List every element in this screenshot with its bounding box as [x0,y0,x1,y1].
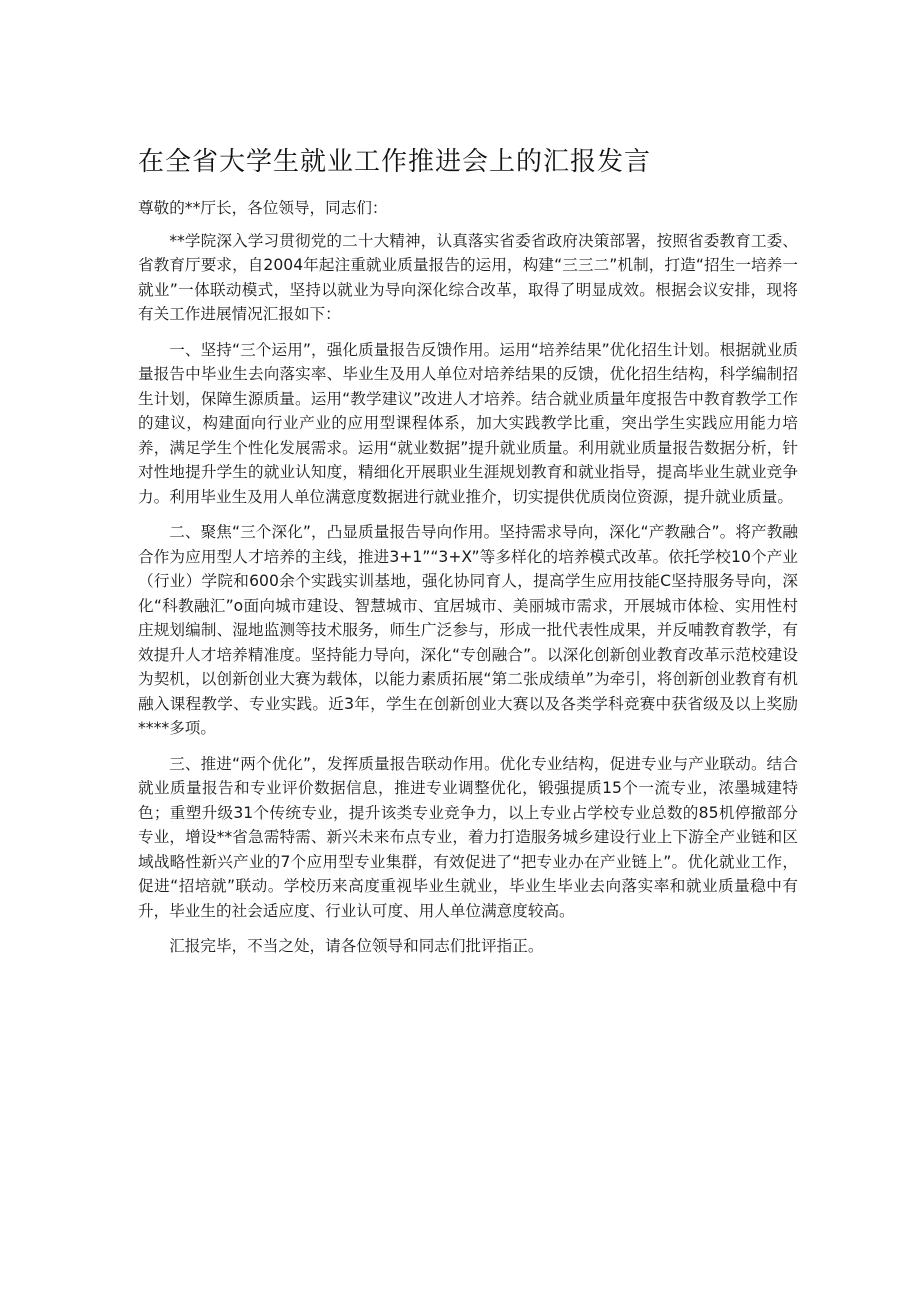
greeting-line: 尊敬的**厅长，各位领导，同志们： [138,199,388,217]
paragraph-section-three: 三、推进“两个优化”，发挥质量报告联动作用。优化专业结构，促进专业与产业联动。结合就业质量报告和专业评价数据信息，推进专业调整优化，锻强提质15个一流专业，浓墨城建特色；重塑升级31个传统专业，提升该类专业竞争力，以上专业占学校专业总数的85机停撤部分专业，增设**省急需特需、新兴未来布点专业，着力打造服务城乡建设行业上下游全产业链和区域战略性新兴产业的7个应用型专业集群，有效促进了“把专业办在产业链上”。优化就业工作，促进“招培就”联动。学校历来高度重视毕业生就业，毕业生毕业去向落实率和就业质量稳中有升，毕业生的社会适应度、行业认可度、用人单位满意度较高。 [138,754,798,920]
document-title: 在全省大学生就业工作推进会上的汇报发言 [138,147,652,177]
paragraph-intro: **学院深入学习贯彻党的二十大精神，认真落实省委省政府决策部署，按照省委教育工委、省教育厅要求，自2004年起注重就业质量报告的运用，构建“三三二”机制，打造“招生一培养一就业”一体联动模式，坚持以就业为导向深化综合改革，取得了明显成效。根据会议安排，现将有关工作进展情况汇报如下： [138,231,798,323]
paragraph-section-two: 二、聚焦“三个深化”，凸显质量报告导向作用。坚持需求导向，深化“产教融合”。将产教融合作为应用型人才培养的主线，推进3+1”“3+X”等多样化的培养模式改革。依托学校10个产业（行业）学院和600余个实践实训基地，强化协同育人，提高学生应用技能C坚持服务导向，深化“科教融汇”o面向城市建设、智慧城市、宜居城市、美丽城市需求，开展城市体检、实用性村庄规划编制、湿地监测等技术服务，师生广泛参与，形成一批代表性成果，并反哺教育教学，有效提升人才培养精准度。坚持能力导向，深化“专创融合”。以深化创新创业教育改革示范校建设为契机，以创新创业大赛为载体，以能力素质拓展“第二张成绩单”为牵引，将创新创业教育有机融入课程教学、专业实践。近3年，学生在创新创业大赛以及各类学科竞赛中获省级及以上奖励****多项。 [138,523,798,737]
paragraph-closing: 汇报完毕，不当之处，请各位领导和同志们批评指正。 [169,937,544,955]
document-body [138,196,798,970]
paragraph-section-one: 一、坚持“三个运用”，强化质量报告反馈作用。运用“培养结果”优化招生计划。根据就业质量报告中毕业生去向落实率、毕业生及用人单位对培养结果的反馈，优化招生结构，科学编制招生计划，保障生源质量。运用“教学建议”改进人才培养。结合就业质量年度报告中教育教学工作的建议，构建面向行业产业的应用型课程体系，加大实践教学比重，突出学生实践应用能力培养，满足学生个性化发展需求。运用“就业数据”提升就业质量。利用就业质量报告数据分析，针对性地提升学生的就业认知度，精细化开展职业生涯规划教育和就业指导，提高毕业生就业竞争力。利用毕业生及用人单位满意度数据进行就业推介，切实提供优质岗位资源，提升就业质量。 [138,340,798,506]
